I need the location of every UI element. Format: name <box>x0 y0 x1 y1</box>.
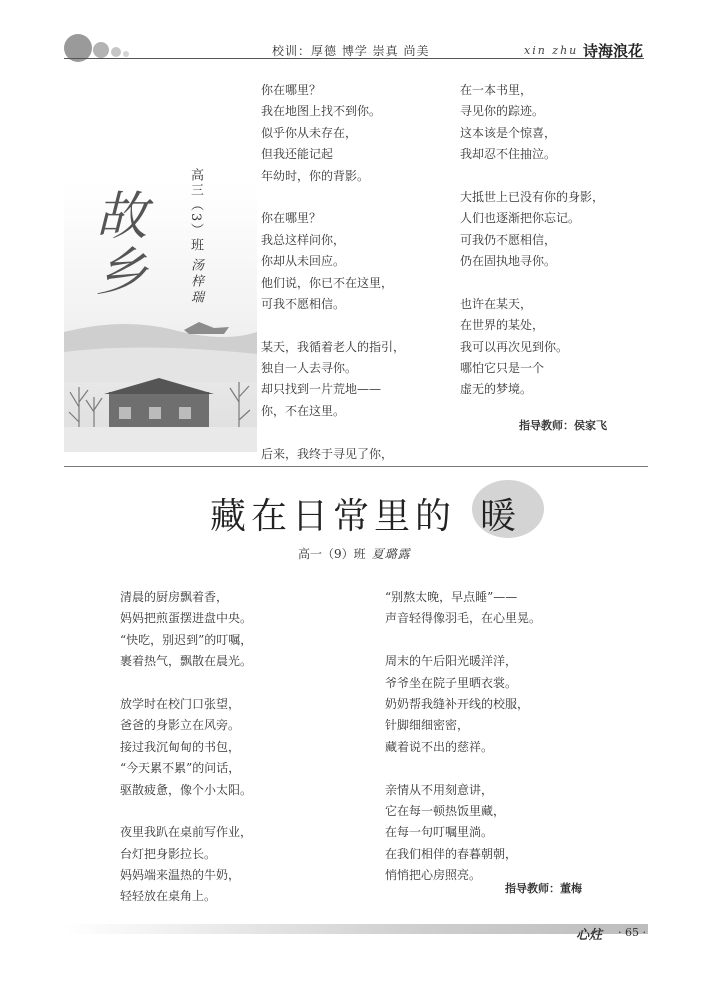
poem-line: 虚无的梦境。 <box>460 382 533 397</box>
footer-bar <box>64 924 648 934</box>
stanza-break <box>120 673 252 694</box>
poem-line: 台灯把身影拉长。 <box>120 846 217 861</box>
stanza-break <box>385 758 541 779</box>
school-motto: 校训：厚德 博学 崇真 尚美 <box>272 44 430 58</box>
poem-line: 悄悄把心房照亮。 <box>385 868 482 883</box>
poem-line: 某天，我循着老人的指引， <box>261 339 406 354</box>
advisor-credit: 指导教师：董梅 <box>505 882 582 895</box>
stanza-break <box>460 273 604 294</box>
poem-line: 大抵世上已没有你的身影， <box>460 189 605 204</box>
poem-column-right <box>385 587 541 886</box>
poem-column-left <box>120 587 252 908</box>
poem-line: 它在每一顿热饭里藏， <box>385 803 506 818</box>
poem-title-highlight: 暖 <box>480 496 517 537</box>
poem-title: 藏在日常里的 <box>210 496 457 537</box>
poem-line: 夜里我趴在桌前写作业， <box>120 825 253 840</box>
poem-line: 但我还能记起 <box>261 147 334 162</box>
stanza-break <box>261 187 405 208</box>
poem-column-left <box>261 80 405 465</box>
poem-line: 在一本书里， <box>460 83 533 97</box>
poem-line: 奶奶帮我缝补开线的校服， <box>385 696 530 711</box>
poem-line: 你却从未回应。 <box>261 254 346 269</box>
poem-line: 妈妈把煎蛋摆进盘中央。 <box>120 611 253 626</box>
poem-line: 后来，我终于寻见了你， <box>261 446 394 461</box>
stanza-break <box>460 166 604 187</box>
column-title: 诗海浪花 <box>583 42 644 60</box>
author-class: 高三（3）班 <box>188 168 203 254</box>
poem-line: 可我仍不愿相信， <box>460 232 557 247</box>
poem-line: 人们也逐渐把你忘记。 <box>460 211 581 226</box>
poem-line: 寻见你的踪迹。 <box>460 104 545 119</box>
page-number: · 65 · <box>618 926 646 939</box>
poem-line: 藏着说不出的慈祥。 <box>385 739 494 754</box>
poem-column-right <box>460 80 604 401</box>
poem-line: 年幼时，你的背影。 <box>261 168 370 183</box>
author-name: 汤梓瑞 <box>188 258 203 306</box>
decorative-circle-medium <box>93 42 109 58</box>
stanza-break <box>261 422 405 443</box>
poem-title: 故乡 <box>86 188 146 300</box>
poem-line: 却只找到一片荒地—— <box>261 382 382 397</box>
poem-line: 你在哪里？ <box>261 83 322 97</box>
poem-line: 我在地图上找不到你。 <box>261 104 382 119</box>
poem-line: 妈妈端来温热的牛奶， <box>120 868 241 883</box>
decorative-circle-small <box>111 47 121 57</box>
poem-line: 周末的午后阳光暖洋洋， <box>385 654 518 669</box>
poem-line: 独自一人去寻你。 <box>261 361 358 376</box>
poem-line: 我可以再次见到你。 <box>460 339 569 354</box>
section-divider <box>64 466 648 467</box>
poem-line: 他们说，你已不在这里， <box>261 275 394 290</box>
poem-line: 在每一句叮嘱里淌。 <box>385 825 494 840</box>
poem-line: 可我不愿相信。 <box>261 296 346 311</box>
poem-line: “快吃，别迟到”的叮嘱， <box>120 632 253 647</box>
stanza-break <box>385 630 541 651</box>
poem-line: 针脚细细密密， <box>385 718 470 733</box>
author-class: 高一（9）班 <box>298 547 366 561</box>
poem-line: 也许在某天， <box>460 296 533 311</box>
poem-line: 接过我沉甸甸的书包， <box>120 739 241 754</box>
header-pinyin: xin zhu <box>524 44 579 57</box>
poem-line: 似乎你从未存在， <box>261 125 358 140</box>
poem-line: 在我们相伴的春暮朝朝， <box>385 846 518 861</box>
decorative-circle-tiny <box>123 51 129 57</box>
poem-line: 仍在固执地寻你。 <box>460 254 557 269</box>
advisor-credit: 指导教师：侯家飞 <box>519 419 607 432</box>
poem-line: 裹着热气，飘散在晨光。 <box>120 654 253 669</box>
poem-line: 哪怕它只是一个 <box>460 361 545 376</box>
poem-line: 在世界的某处， <box>460 318 545 333</box>
poem-line: 亲情从不用刻意讲， <box>385 782 494 797</box>
poem-line: 放学时在校门口张望， <box>120 696 241 711</box>
poem-line: 这本该是个惊喜， <box>460 125 557 140</box>
stanza-break <box>261 315 405 336</box>
poem-line: “今天累不累”的问话， <box>120 761 241 776</box>
magazine-brand: 心炷 <box>576 928 603 943</box>
poem-byline <box>298 545 411 562</box>
stanza-break <box>120 801 252 822</box>
poem-line: 轻轻放在桌角上。 <box>120 889 217 904</box>
poem-line: 我却忍不住抽泣。 <box>460 147 557 162</box>
poem-line: 你在哪里？ <box>261 211 322 226</box>
poem-line: 驱散疲惫，像个小太阳。 <box>120 782 253 797</box>
poem-line: 爸爸的身影立在风旁。 <box>120 718 241 733</box>
poem-line: 你，不在这里。 <box>261 403 346 418</box>
poem-line: “别熬太晚，早点睡”—— <box>385 590 518 604</box>
poem-line: 爷爷坐在院子里晒衣裳。 <box>385 675 518 690</box>
poem-line: 清晨的厨房飘着香， <box>120 590 229 604</box>
author-name: 夏璐露 <box>371 547 411 561</box>
poem-line: 声音轻得像羽毛，在心里晃。 <box>385 611 542 626</box>
page-header <box>0 0 713 70</box>
poem-line: 我总这样问你， <box>261 232 346 247</box>
